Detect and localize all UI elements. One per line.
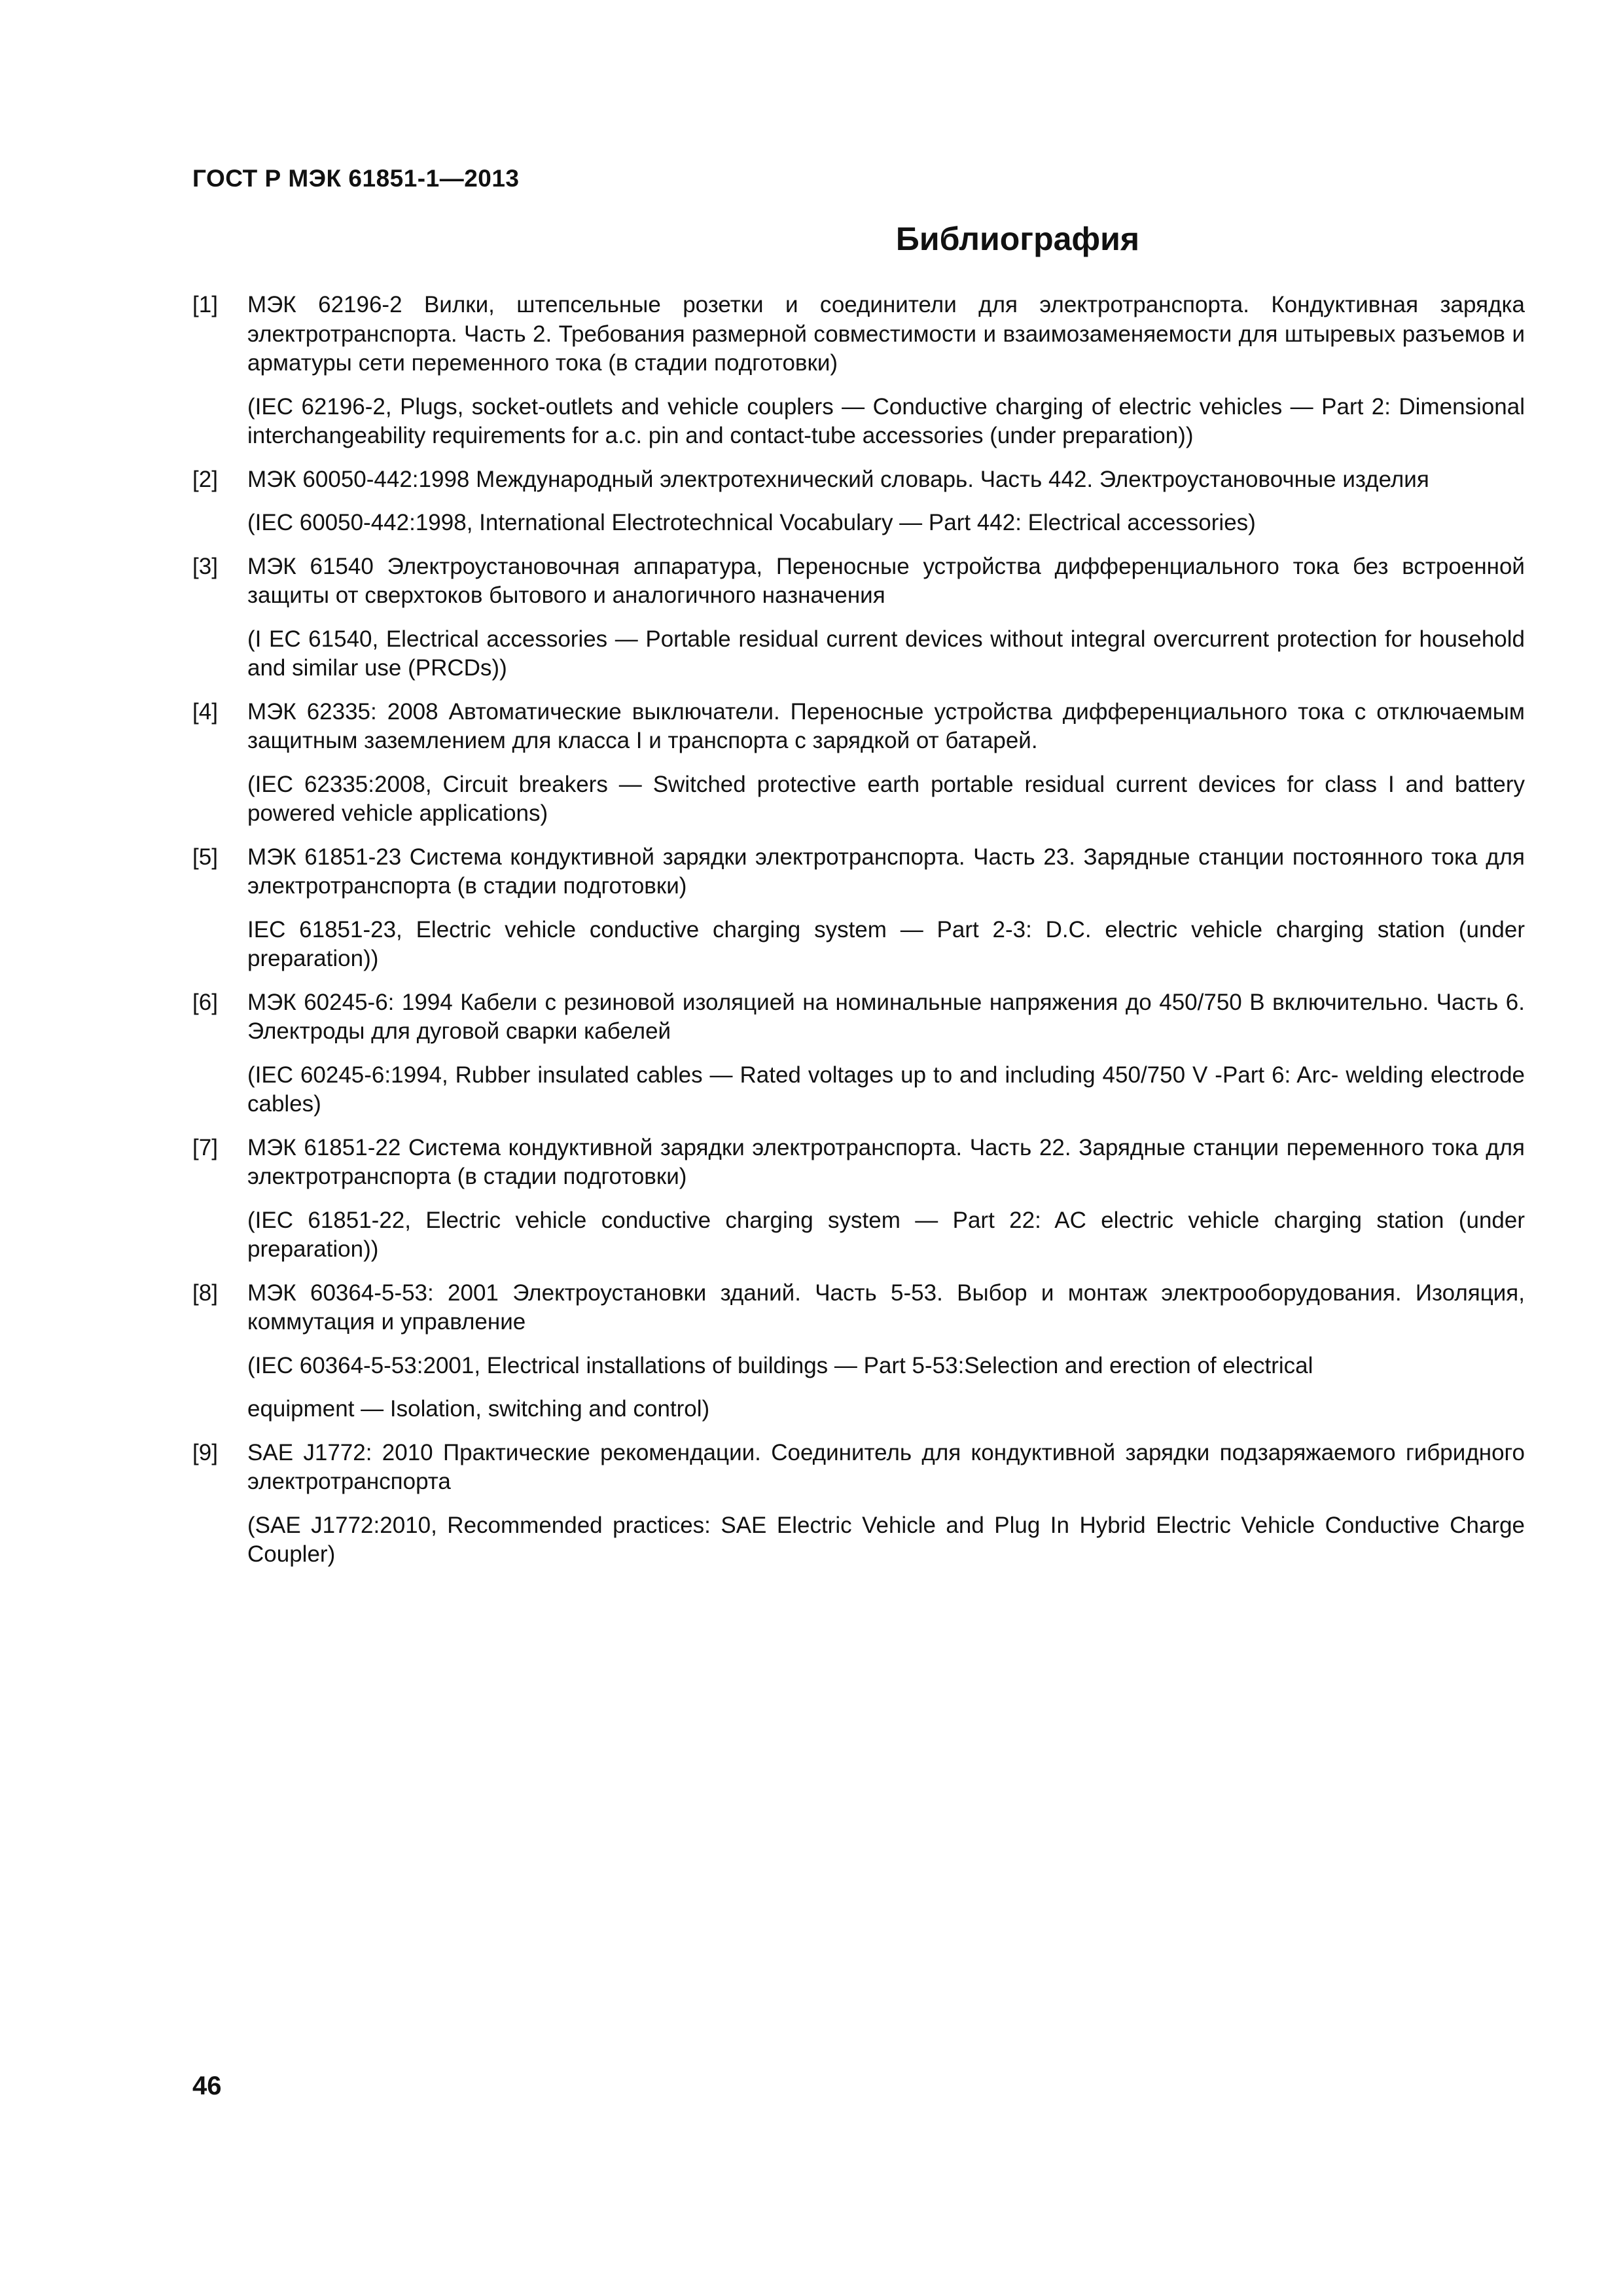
reference-number: [9] (192, 1439, 218, 1465)
reference-russian-text: МЭК 62335: 2008 Автоматические выключатели. Переносные устройства дифференциального тока с отключаемым защитным заземлением для класса I и транспорта с зарядкой от батарей. (247, 698, 1525, 753)
reference-russian-text: МЭК 60050-442:1998 Международный электротехнический словарь. Часть 442. Электроустановочные изделия (247, 466, 1429, 492)
reference-english-text: (IEC 61851-22, Electric vehicle conductive charging system — Part 22: AC electric vehicle charging station (under preparation)) (247, 1207, 1525, 1262)
reference-russian-text: МЭК 62196-2 Вилки, штепсельные розетки и соединители для электротранспорта. Кондуктивная зарядка электротранспорта. Часть 2. Требования размерной совместимости и взаимозаменяемости для штыревых разъемов и арматуры сети переменного тока (в стадии подготовки) (247, 292, 1525, 376)
reference-number: [7] (192, 1134, 218, 1160)
reference-body (247, 1279, 1525, 1424)
reference-english-text: (IEC 60245-6:1994, Rubber insulated cables — Rated voltages up to and including 450/750 V -Part 6: Arc- welding electrode cables) (247, 1062, 1525, 1117)
reference-number: [1] (192, 292, 218, 317)
reference-russian-text: МЭК 60364-5-53: 2001 Электроустановки зданий. Часть 5-53. Выбор и монтаж электрооборудования. Изоляция, коммутация и управление (247, 1280, 1525, 1335)
reference-body (247, 552, 1525, 683)
reference-item-3 (192, 552, 1525, 683)
reference-english-text: IEC 61851-23, Electric vehicle conductive charging system — Part 2-3: D.C. electric vehicle charging station (under preparation)) (247, 916, 1525, 971)
reference-item-9 (192, 1439, 1525, 1570)
reference-number: [3] (192, 553, 218, 579)
reference-russian-text: МЭК 61851-23 Система кондуктивной зарядки электротранспорта. Часть 23. Зарядные станции постоянного тока для электротранспорта (в стадии подготовки) (247, 844, 1525, 899)
reference-russian-text: МЭК 60245-6: 1994 Кабели с резиновой изоляцией на номинальные напряжения до 450/750 В включительно. Часть 6. Электроды для дуговой сварки кабелей (247, 989, 1525, 1044)
reference-english-text: (IEC 62335:2008, Circuit breakers — Switched protective earth portable residual current devices for class I and battery powered vehicle applications) (247, 771, 1525, 826)
reference-list (192, 291, 1525, 1584)
reference-english-text: (IEC 62196-2, Plugs, socket-outlets and vehicle couplers — Conductive charging of electric vehicles — Part 2: Dimensional interchangeability requirements for a.c. pin and contact-tube accessories (under preparation)) (247, 393, 1525, 448)
reference-number: [4] (192, 698, 218, 725)
reference-item-6 (192, 988, 1525, 1119)
reference-body (247, 1439, 1525, 1570)
reference-russian-text: МЭК 61851-22 Система кондуктивной зарядки электротранспорта. Часть 22. Зарядные станции переменного тока для электротранспорта (в стадии подготовки) (247, 1134, 1525, 1189)
reference-number: [2] (192, 466, 218, 492)
reference-item-2 (192, 465, 1525, 538)
reference-english-text: (IEC 60364-5-53:2001, Electrical installations of buildings — Part 5-53:Selection and erection of electrical (247, 1352, 1313, 1378)
reference-item-4 (192, 698, 1525, 829)
reference-body (247, 988, 1525, 1119)
reference-body (247, 843, 1525, 974)
reference-body (247, 291, 1525, 451)
reference-english-text-continued: equipment — Isolation, switching and control) (247, 1396, 710, 1422)
reference-item-7 (192, 1134, 1525, 1265)
bibliography-title: Библиография (895, 221, 1140, 257)
reference-english-text: (SAE J1772:2010, Recommended practices: SAE Electric Vehicle and Plug In Hybrid Electric Vehicle Conductive Charge Coupler) (247, 1512, 1525, 1567)
reference-body (247, 1134, 1525, 1265)
reference-english-text: (I EC 61540, Electrical accessories — Portable residual current devices without integral overcurrent protection for household and similar use (PRCDs)) (247, 626, 1525, 681)
reference-russian-text: МЭК 61540 Электроустановочная аппаратура, Переносные устройства дифференциального тока без встроенной защиты от сверхтоков бытового и аналогичного назначения (247, 553, 1525, 608)
reference-item-5 (192, 843, 1525, 974)
reference-item-8 (192, 1279, 1525, 1424)
reference-body (247, 698, 1525, 829)
standard-code-header: ГОСТ Р МЭК 61851-1—2013 (192, 165, 520, 192)
reference-russian-text: SAE J1772: 2010 Практические рекомендации. Соединитель для кондуктивной зарядки подзаряжаемого гибридного электротранспорта (247, 1439, 1525, 1494)
reference-number: [8] (192, 1280, 218, 1306)
page-number: 46 (192, 2072, 222, 2100)
reference-english-text: (IEC 60050-442:1998, International Electrotechnical Vocabulary — Part 442: Electrical accessories) (247, 510, 1256, 535)
reference-number: [5] (192, 844, 218, 870)
reference-number: [6] (192, 989, 218, 1015)
reference-item-1 (192, 291, 1525, 451)
reference-body (247, 465, 1525, 538)
